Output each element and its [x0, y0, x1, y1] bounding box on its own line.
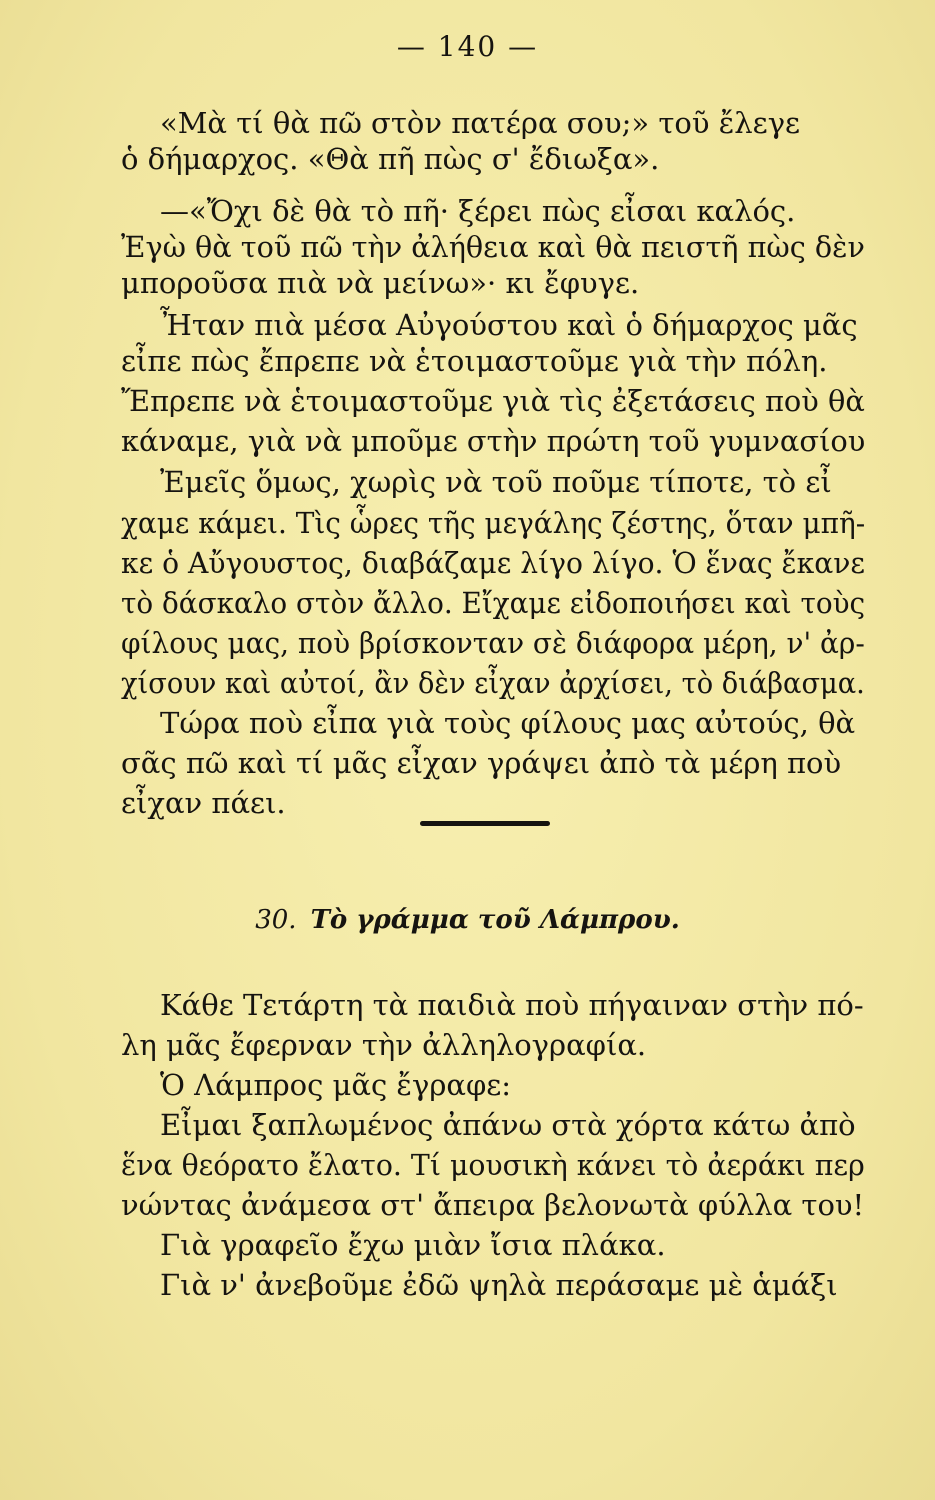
- text-line: λη μᾶς ἔφερναν τὴν ἀλληλογραφία.: [121, 1028, 647, 1062]
- text-line: τὸ δάσκαλο στὸν ἄλλο. Εἴχαμε εἰδοποιήσει καὶ τοὺς: [121, 586, 866, 620]
- chapter-heading: [0, 905, 935, 935]
- text-line: κάναμε, γιὰ νὰ μποῦμε στὴν πρώτη τοῦ γυμνασίου: [121, 424, 866, 458]
- text-line: Ὁ Λάμπρος μᾶς ἔγραφε:: [160, 1068, 512, 1102]
- page-number: — 140 —: [396, 30, 539, 63]
- text-line: ἕνα θεόρατο ἔλατο. Τί μουσικὴ κάνει τὸ ἀεράκι περ: [121, 1148, 865, 1182]
- text-line: Γιὰ γραφεῖο ἔχω μιὰν ἴσια πλάκα.: [160, 1228, 666, 1262]
- text-line: σᾶς πῶ καὶ τί μᾶς εἶχαν γράψει ἀπὸ τὰ μέρη ποὺ: [121, 746, 842, 780]
- section-divider: [420, 821, 550, 826]
- chapter-number: 30.: [255, 905, 297, 935]
- text-line: κε ὁ Αὔγουστος, διαβάζαμε λίγο λίγο. Ὁ ἕνας ἔκανε: [121, 546, 865, 580]
- text-line: Ἐμεῖς ὅμως, χωρὶς νὰ τοῦ ποῦμε τίποτε, τὸ εἶ: [160, 465, 832, 499]
- chapter-title: Τὸ γράμμα τοῦ Λάμπρου.: [310, 905, 680, 935]
- text-line: «Μὰ τί θὰ πῶ στὸν πατέρα σου;» τοῦ ἔλεγε: [160, 106, 801, 140]
- text-line: Γιὰ ν' ἀνεβοῦμε ἐδῶ ψηλὰ περάσαμε μὲ ἁμάξι: [160, 1268, 838, 1302]
- text-line: Ἦταν πιὰ μέσα Αὐγούστου καὶ ὁ δήμαρχος μᾶς: [160, 308, 858, 342]
- text-line: εἶπε πὼς ἔπρεπε νὰ ἑτοιμαστοῦμε γιὰ τὴν πόλη.: [121, 344, 828, 378]
- text-line: Τώρα ποὺ εἶπα γιὰ τοὺς φίλους μας αὐτούς, θὰ: [160, 706, 856, 740]
- text-line: —«Ὄχι δὲ θὰ τὸ πῆ· ξέρει πὼς εἶσαι καλός.: [160, 194, 796, 228]
- text-line: χίσουν καὶ αὐτοί, ἂν δὲν εἶχαν ἀρχίσει, τὸ διάβασμα.: [121, 666, 865, 700]
- text-line: Ἔπρεπε νὰ ἑτοιμαστοῦμε γιὰ τὶς ἐξετάσεις ποὺ θὰ: [121, 384, 865, 418]
- text-line: χαμε κάμει. Τὶς ὧρες τῆς μεγάλης ζέστης, ὅταν μπῆ-: [121, 506, 866, 540]
- text-line: εἶχαν πάει.: [121, 786, 286, 820]
- text-line: μποροῦσα πιὰ νὰ μείνω»· κι ἔφυγε.: [121, 266, 640, 300]
- text-line: Εἶμαι ξαπλωμένος ἀπάνω στὰ χόρτα κάτω ἀπὸ: [160, 1108, 856, 1142]
- text-line: Κάθε Τετάρτη τὰ παιδιὰ ποὺ πήγαιναν στὴν πό-: [160, 988, 864, 1022]
- text-line: φίλους μας, ποὺ βρίσκονταν σὲ διάφορα μέρη, ν' ἀρ-: [121, 626, 865, 660]
- text-line: νώντας ἀνάμεσα στ' ἄπειρα βελονωτὰ φύλλα του!: [121, 1188, 865, 1222]
- text-line: ὁ δήμαρχος. «Θὰ πῆ πὼς σ' ἔδιωξα».: [121, 142, 660, 176]
- text-line: Ἐγὼ θὰ τοῦ πῶ τὴν ἀλήθεια καὶ θὰ πειστῆ πὼς δὲν: [121, 230, 865, 264]
